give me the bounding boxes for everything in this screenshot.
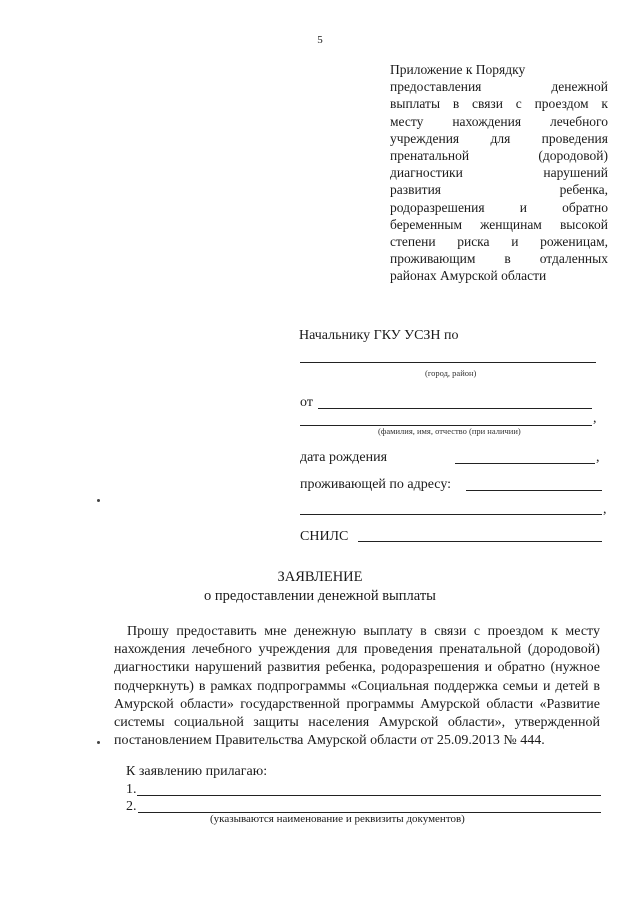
appendix-line (390, 78, 608, 95)
body-word: с (473, 624, 481, 639)
from-label: от (300, 395, 313, 410)
body-word: связи (434, 624, 467, 639)
appendix-word: риска (457, 234, 490, 250)
body-word: для (336, 642, 358, 658)
body-word: нарушений (194, 660, 262, 676)
appendix-word: и (511, 234, 519, 250)
body-word: защиты (253, 715, 299, 731)
body-word: учреждения (258, 642, 331, 658)
appendix-line (390, 61, 608, 78)
appendix-line (390, 147, 608, 164)
scan-speck (97, 499, 100, 502)
body-word: программы (346, 696, 414, 712)
body-word: проведения (363, 642, 433, 658)
appendix-word: с (515, 96, 522, 112)
attachment-number-2: 2. (126, 799, 137, 814)
attachment-number-1: 1. (126, 782, 137, 797)
appendix-line (390, 267, 608, 284)
snils-field[interactable] (358, 541, 602, 542)
body-word: месту (565, 624, 600, 639)
comma: , (593, 411, 597, 426)
body-word: родоразрешения (381, 660, 480, 676)
appendix-word: родоразрешения (390, 199, 485, 215)
body-word: Амурской (114, 696, 174, 712)
body-word: лечебного (191, 642, 252, 658)
applicant-name-field[interactable] (318, 408, 592, 409)
body-word: системы (114, 715, 165, 731)
body-word: подпрограммы (257, 678, 346, 694)
body-word: социальной (173, 715, 244, 731)
body-word: Амурской (378, 715, 439, 731)
address-field-2[interactable] (300, 514, 602, 515)
body-word: выплату (363, 624, 413, 639)
attachment-field-1[interactable] (137, 795, 601, 796)
body-line (114, 623, 600, 641)
appendix-line (390, 199, 608, 216)
appendix-reference (390, 61, 608, 285)
appendix-word: ребенка, (559, 182, 608, 198)
comma: , (603, 502, 607, 517)
appendix-word: роженицам, (540, 234, 608, 250)
body-word: обратно (497, 660, 546, 676)
body-word: в (420, 624, 427, 639)
body-word: мне (264, 624, 287, 639)
appendix-word: проездом (534, 96, 589, 112)
attachments-label: К заявлению прилагаю: (126, 764, 268, 779)
document-subtitle: о предоставлении денежной выплаты (204, 588, 436, 604)
appendix-word: диагностики (390, 165, 463, 181)
body-word: (нужное (550, 660, 600, 676)
appendix-word: отдаленных (539, 251, 608, 267)
name-hint: (фамилия, имя, отчество (при наличии) (378, 426, 521, 436)
appendix-word: учреждения (390, 130, 460, 146)
body-word: к (551, 624, 558, 639)
body-word: детей (555, 678, 589, 694)
appendix-word: для (490, 130, 511, 146)
body-word: области (486, 696, 534, 712)
appendix-word: в (452, 96, 460, 112)
body-word: (дородовой) (527, 642, 600, 658)
body-word: области», (447, 715, 506, 731)
appendix-word: предоставления (390, 79, 482, 95)
birth-date-field[interactable] (455, 463, 595, 464)
body-word: диагностики (114, 660, 190, 676)
body-word: поддержка (433, 678, 498, 694)
appendix-word: и (519, 199, 527, 215)
body-word: в (593, 678, 600, 694)
body-word: и (542, 678, 551, 694)
body-word: Прошу (127, 624, 169, 639)
city-district-hint: (город, район) (425, 368, 477, 378)
body-line (114, 678, 600, 696)
comma: , (596, 450, 600, 465)
body-word: населения (308, 715, 370, 731)
body-word: в (198, 678, 206, 694)
body-word: нахождения (114, 642, 186, 658)
body-word: и (484, 660, 493, 676)
body-word: рамках (210, 678, 253, 694)
appendix-word: развития (390, 182, 442, 198)
appendix-line (390, 216, 608, 233)
appendix-word: (дородовой) (538, 148, 608, 164)
appendix-word: проведения (541, 130, 608, 146)
appendix-line (390, 113, 608, 130)
appendix-word: беременным (390, 216, 463, 232)
body-word: области» (180, 696, 234, 712)
body-word: пренатальной (439, 642, 522, 658)
appendix-word: районах Амурской области (390, 268, 547, 284)
appendix-line (390, 181, 608, 198)
page-number: 5 (317, 34, 323, 46)
addressee-label: Начальнику ГКУ УСЗН по (299, 328, 459, 343)
appendix-line (390, 250, 608, 267)
appendix-line (390, 233, 608, 250)
appendix-word: денежной (551, 79, 608, 95)
appendix-word: нарушений (543, 165, 608, 181)
appendix-word: пренатальной (390, 148, 470, 164)
body-word: семьи (502, 678, 539, 694)
appendix-line (390, 95, 608, 112)
body-word: подчеркнуть) (114, 678, 194, 694)
body-word: денежную (294, 624, 356, 639)
appendix-word: к (601, 96, 608, 112)
address-field[interactable] (466, 490, 602, 491)
city-district-field[interactable] (300, 362, 596, 363)
scan-speck (97, 741, 100, 744)
appendix-word: нахождения (452, 113, 522, 129)
appendix-word: месту (390, 113, 424, 129)
appendix-word: высокой (559, 216, 608, 232)
appendix-word: выплаты (390, 96, 441, 112)
appendix-word: лечебного (550, 113, 608, 129)
appendix-word: проживающим (390, 251, 476, 267)
document-title: ЗАЯВЛЕНИЕ (277, 569, 363, 585)
body-line (114, 641, 600, 659)
body-word: развития (267, 660, 321, 676)
body-word: «Социальная (350, 678, 429, 694)
attachments-hint: (указываются наименование и реквизиты документов) (210, 813, 465, 825)
appendix-word: степени (390, 234, 436, 250)
body-word: постановлением Правительства Амурской области от 25.09.2013 № 444. (114, 733, 545, 749)
appendix-word: в (504, 251, 511, 267)
appendix-word: Приложение к Порядку (390, 62, 526, 77)
appendix-line (390, 164, 608, 181)
appendix-word: связи (472, 96, 503, 112)
application-body (114, 623, 600, 750)
birth-date-label: дата рождения (300, 450, 388, 465)
body-line (114, 732, 600, 750)
body-word: утвержденной (514, 715, 600, 731)
appendix-word: женщинам (480, 216, 542, 232)
body-word: проездом (487, 624, 544, 639)
body-word: государственной (240, 696, 341, 712)
body-line (114, 714, 600, 732)
body-word: ребенка, (325, 660, 376, 676)
appendix-word: обратно (562, 199, 608, 215)
body-word: «Развитие (539, 696, 600, 712)
appendix-line (390, 130, 608, 147)
body-word: предоставить (176, 624, 257, 639)
body-line (114, 659, 600, 677)
snils-label: СНИЛС (300, 529, 349, 544)
body-word: Амурской (420, 696, 481, 712)
body-line (114, 696, 600, 714)
address-label: проживающей по адресу: (300, 477, 452, 492)
